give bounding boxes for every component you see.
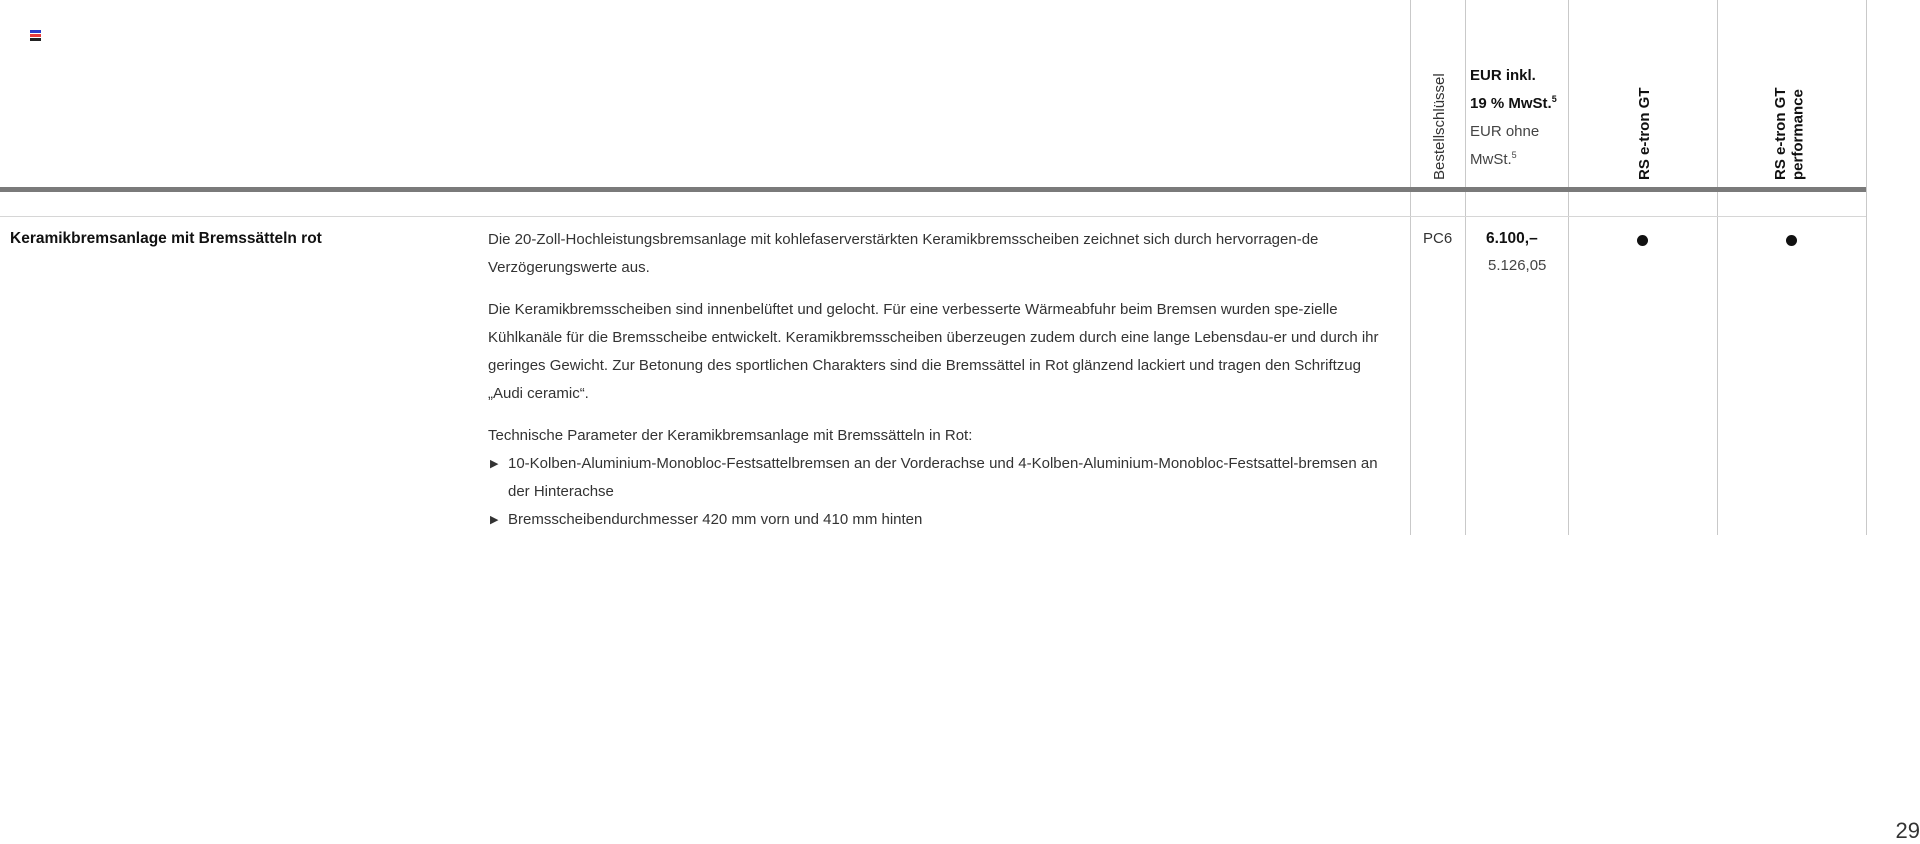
params-heading: Technische Parameter der Keramikbremsanlage mit Bremssätteln in Rot: — [488, 427, 973, 444]
list-item: ▶ 10-Kolben-Aluminium-Monobloc-Festsattelbremsen an der Vorderachse und 4-Kolben-Aluminium-Monobloc-Festsattel-bremsen an der Hinterachse — [488, 450, 1393, 506]
column-divider — [1410, 0, 1411, 535]
feature-title: Keramikbremsanlage mit Bremssätteln rot — [10, 230, 322, 247]
description-paragraph: Die 20-Zoll-Hochleistungsbremsanlage mit kohlefaserverstärkten Keramikbremsscheiben zeichnet sich durch hervorragen-de Verzögerungswerte aus. — [488, 231, 1319, 276]
bullet-icon: ▶ — [490, 514, 499, 526]
header-model-rs-etron-gt-performance: RS e-tron GT performance — [1772, 87, 1807, 180]
page-number: 29 — [1895, 818, 1920, 843]
column-divider — [1465, 0, 1466, 535]
price-gross: 6.100,– — [1486, 230, 1538, 247]
price-net: 5.126,05 — [1488, 257, 1547, 274]
description-paragraph: Die Keramikbremsscheiben sind innenbelüftet und gelocht. Für eine verbesserte Wärmeabfuhr beim Bremsen wurden spe-zielle Kühlkanäle für die Bremsscheibe entwickelt. Keramikbremsscheiben überzeugen zudem durch eine lange Lebensdau-er und durch ihr geringes Gewicht. Zur Betonung des sportlichen Charakters sind die Bremssättel in Rot glänzend lackiert und tragen den Schriftzug „Audi ceramic“. — [488, 301, 1379, 402]
order-code: PC6 — [1423, 230, 1453, 247]
standard-equipment-dot-icon — [1637, 235, 1648, 246]
params-list — [488, 450, 1393, 534]
header-price: EUR inkl. 19 % MwSt.$^5$ EUR ohne MwSt.$^5$ — [1470, 67, 1557, 168]
list-item: ▶ Bremsscheibendurchmesser 420 mm vorn und 410 mm hinten — [488, 506, 1393, 534]
row-divider — [0, 216, 1866, 217]
header-order-key: Bestellschlüssel — [1431, 73, 1448, 180]
header-divider — [0, 187, 1866, 192]
standard-equipment-dot-icon — [1786, 235, 1797, 246]
feature-description — [488, 226, 1393, 534]
color-marker — [30, 30, 41, 41]
column-divider — [1866, 0, 1867, 535]
column-divider — [1717, 0, 1718, 535]
header-model-rs-etron-gt: RS e-tron GT — [1636, 87, 1653, 180]
bullet-icon: ▶ — [490, 458, 499, 470]
